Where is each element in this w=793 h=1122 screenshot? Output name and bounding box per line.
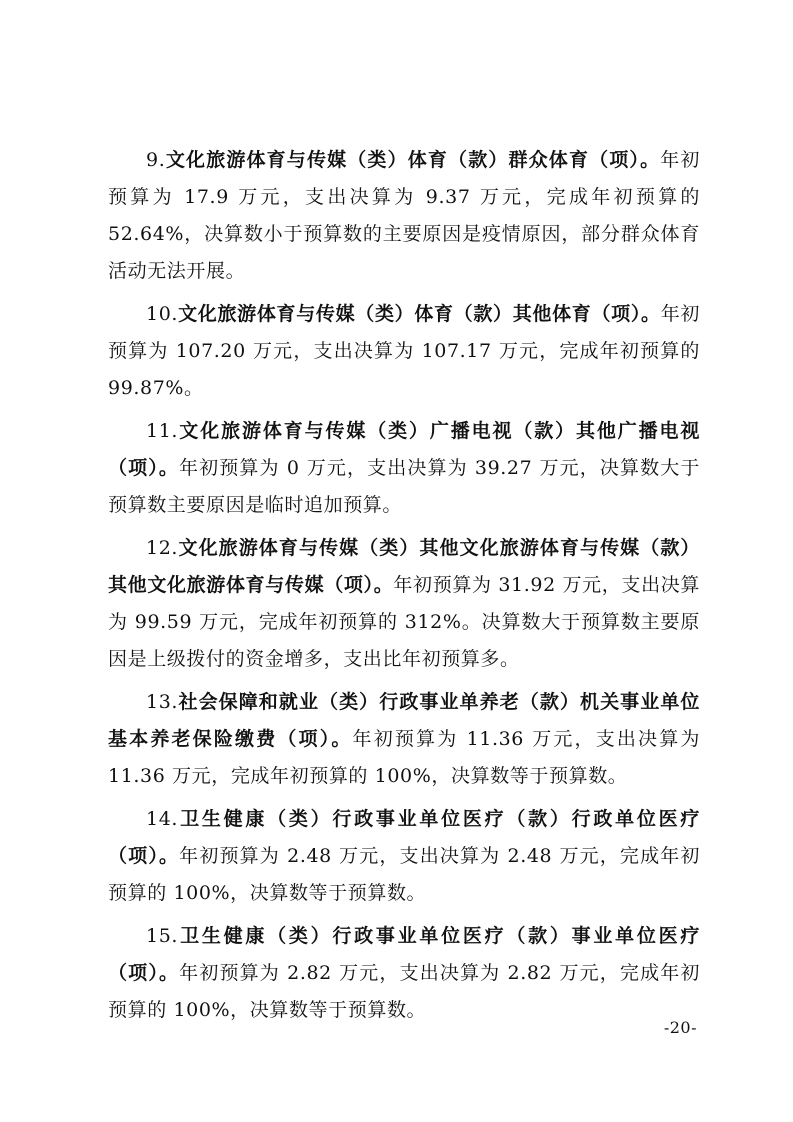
- item-number: 13.: [146, 691, 179, 713]
- item-number: 14.: [146, 808, 179, 830]
- item-body: 年初预算为 17.9 万元，支出决算为 9.37 万元，完成年初预算的 52.64%，决算数小于预算数的主要原因是疫情原因，部分群众体育活动无法开展。: [108, 149, 700, 282]
- item-heading: 文化旅游体育与传媒（类）体育（款）群众体育（项）。: [165, 149, 661, 171]
- item-body: 年初预算为 0 万元，支出决算为 39.27 万元，决算数大于预算数主要原因是临时追加预算。: [108, 457, 700, 516]
- item-heading: 卫生健康（类）行政事业单位医疗（款）事业单位医疗（项）。: [108, 925, 700, 984]
- paragraph-item-11: [108, 413, 700, 524]
- item-body: 年初预算为 11.36 万元，支出决算为 11.36 万元，完成年初预算的 100%，决算数等于预算数。: [108, 728, 700, 787]
- item-heading: 文化旅游体育与传媒（类）体育（款）其他体育（项）。: [178, 303, 661, 325]
- item-heading: 文化旅游体育与传媒（类）其他文化旅游体育与传媒（款）其他文化旅游体育与传媒（项）。: [108, 537, 700, 596]
- paragraph-item-15: [108, 918, 700, 1029]
- paragraph-item-14: [108, 801, 700, 912]
- paragraph-item-13: [108, 684, 700, 795]
- item-number: 9.: [146, 149, 166, 171]
- item-body: 年初预算为 31.92 万元，支出决算为 99.59 万元，完成年初预算的 312%。决算数大于预算数主要原因是上级拨付的资金增多，支出比年初预算多。: [108, 574, 700, 670]
- page-number: -20-: [663, 1018, 697, 1037]
- item-heading: 社会保障和就业（类）行政事业单养老（款）机关事业单位基本养老保险缴费（项）。: [108, 691, 700, 750]
- item-number: 12.: [146, 537, 179, 559]
- paragraph-item-12: [108, 530, 700, 678]
- item-body: 年初预算为 2.48 万元，支出决算为 2.48 万元，完成年初预算的 100%，决算数等于预算数。: [108, 845, 701, 904]
- paragraph-item-10: [108, 296, 700, 407]
- item-heading: 卫生健康（类）行政事业单位医疗（款）行政单位医疗（项）。: [108, 808, 700, 867]
- item-number: 15.: [146, 925, 179, 947]
- item-body: 年初预算为 107.20 万元，支出决算为 107.17 万元，完成年初预算的 99.87%。: [108, 303, 700, 399]
- item-heading: 文化旅游体育与传媒（类）广播电视（款）其他广播电视（项）。: [108, 420, 700, 479]
- document-page: [108, 142, 700, 1035]
- paragraph-item-9: [108, 142, 700, 290]
- item-number: 10.: [146, 303, 179, 325]
- item-number: 11.: [146, 420, 179, 442]
- item-body: 年初预算为 2.82 万元，支出决算为 2.82 万元，完成年初预算的 100%，决算数等于预算数。: [108, 962, 701, 1021]
